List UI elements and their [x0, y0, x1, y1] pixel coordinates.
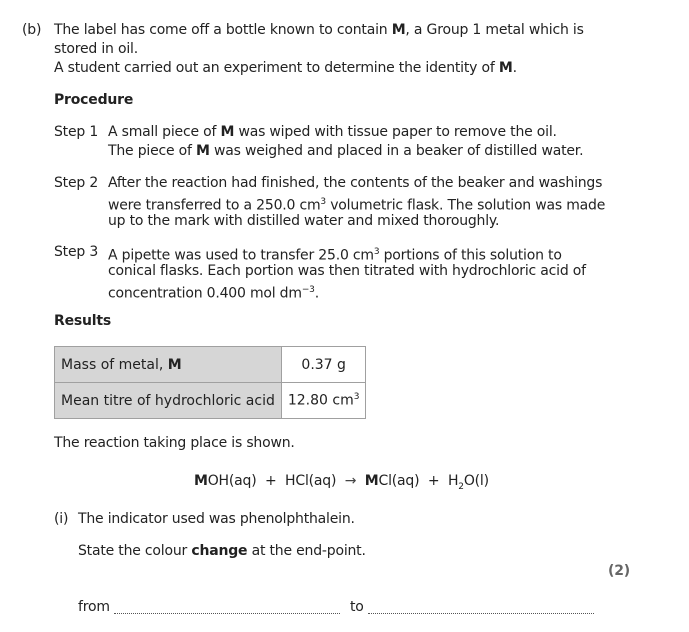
part-b-label: (b)	[22, 22, 42, 38]
titre-value-cell: 12.80 $cm^3$	[281, 383, 366, 419]
step1-line-2: The piece of M was weighed and placed in a beaker of distilled water.	[108, 143, 584, 159]
reaction-equation: $MOH(aq) + HCl(aq) \to MCl(aq) + H_2O(l)$	[194, 473, 489, 492]
answer-to-field[interactable]	[368, 613, 594, 614]
reaction-intro: The reaction taking place is shown.	[54, 435, 295, 451]
procedure-heading: Procedure	[54, 92, 134, 108]
results-table	[54, 346, 366, 419]
results-heading: Results	[54, 313, 111, 329]
intro-line-2: stored in oil.	[54, 41, 138, 57]
marks-label: (2)	[608, 563, 630, 579]
part-i-label: (i)	[54, 511, 69, 527]
step1-label: Step 1	[54, 124, 99, 140]
step2-line-1: After the reaction had finished, the contents of the beaker and washings	[108, 175, 603, 191]
step3-line-2: conical flasks. Each portion was then titrated with hydrochloric acid of	[108, 263, 586, 279]
table-row	[55, 383, 366, 419]
step2-line-2: were transferred to a 250.0 $cm^3$ volumetric flask. The solution was made	[108, 197, 606, 214]
answer-from-label: from	[78, 599, 110, 615]
mass-value-cell: 0.37 g	[281, 347, 366, 383]
part-i-line-2: State the colour change at the end-point.	[78, 543, 366, 559]
reaction-arrow: →	[344, 473, 357, 489]
titre-label-cell: Mean titre of hydrochloric acid	[55, 383, 282, 419]
step3-line-3: concentration 0.400 mol $dm^{-3}$.	[108, 285, 319, 302]
intro-line-3: A student carried out an experiment to determine the identity of M.	[54, 60, 517, 76]
part-i-line-1: The indicator used was phenolphthalein.	[78, 511, 355, 527]
step2-label: Step 2	[54, 175, 99, 191]
intro-line-1: The label has come off a bottle known to contain M, a Group 1 metal which is	[54, 22, 584, 38]
step1-line-1: A small piece of M was wiped with tissue paper to remove the oil.	[108, 124, 557, 140]
answer-to-label: to	[350, 599, 364, 615]
step3-line-1: A pipette was used to transfer 25.0 $cm^3$ portions of this solution to	[108, 247, 562, 264]
mass-label-cell: Mass of metal, M	[55, 347, 282, 383]
table-row	[55, 347, 366, 383]
step2-line-3: up to the mark with distilled water and mixed thoroughly.	[108, 213, 500, 229]
step3-label: Step 3	[54, 244, 99, 260]
answer-from-field[interactable]	[114, 613, 340, 614]
